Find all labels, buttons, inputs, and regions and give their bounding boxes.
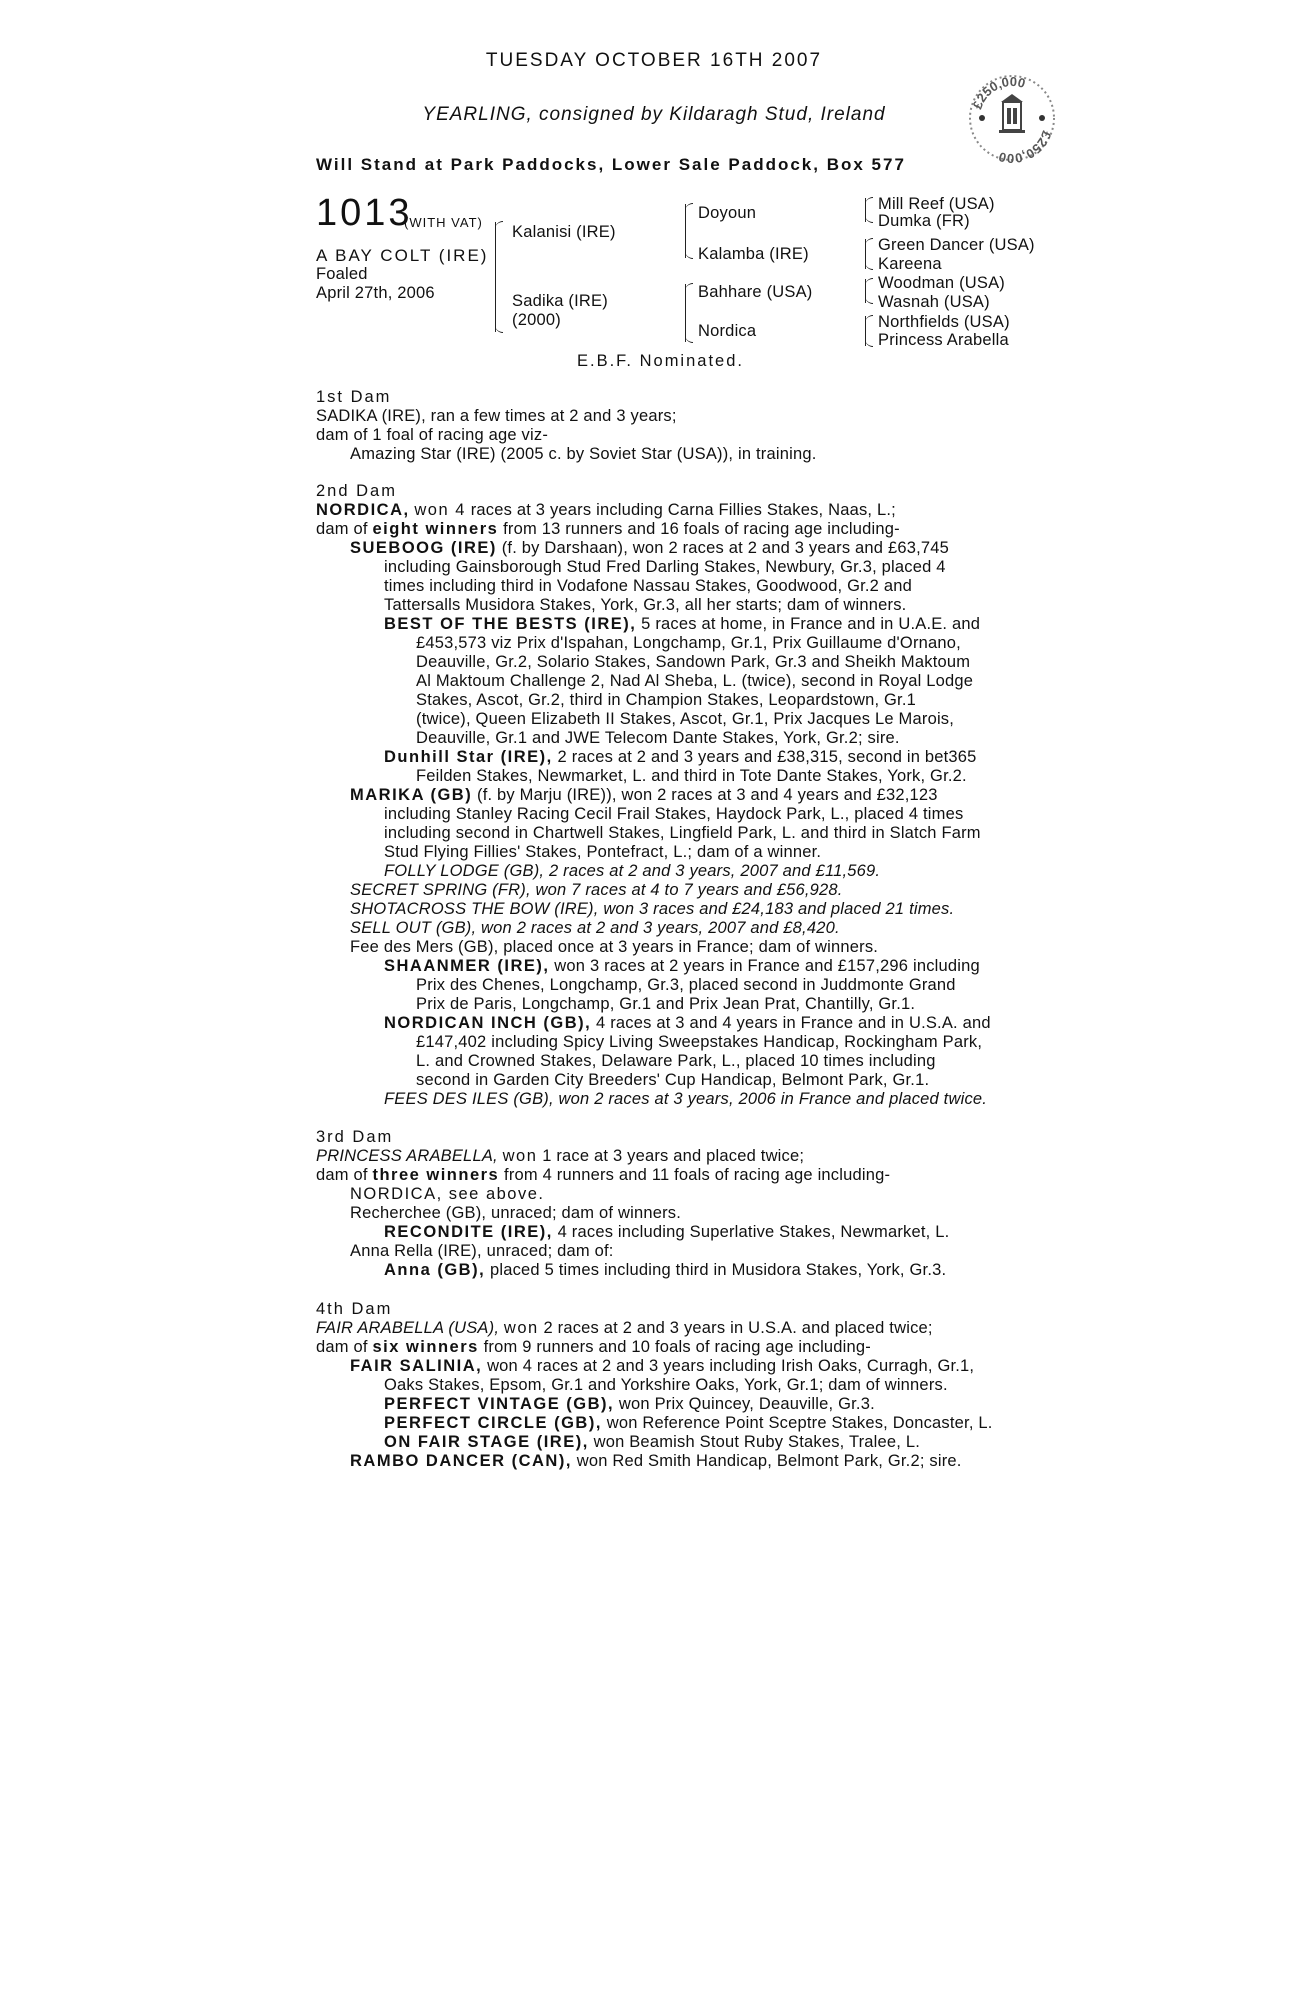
pedigree-brace-kalamba — [865, 239, 875, 269]
horse-name: ON FAIR STAGE (IRE), — [384, 1433, 589, 1451]
horse-name: PERFECT VINTAGE (GB), — [384, 1395, 615, 1413]
horse-name: Dunhill Star (IRE), — [384, 748, 553, 766]
horse-name: SHAANMER (IRE), — [384, 957, 550, 975]
foaled-date: April 27th, 2006 — [316, 284, 435, 302]
vat-note: (WITH VAT) — [404, 215, 483, 230]
pedigree-gen3-4: Kareena — [878, 255, 942, 273]
pedigree-gen3-7: Northfields (USA) — [878, 313, 1010, 331]
best-of-bests-line-4: Al Maktoum Challenge 2, Nad Al Sheba, L. (twice), second in Royal Lodge — [416, 672, 974, 690]
pedigree-gen2-4: Nordica — [698, 322, 757, 340]
horse-detail: 2 races at 2 and 3 years and £38,315, second in bet365 — [557, 748, 977, 766]
first-dam-line-1: SADIKA (IRE), ran a few times at 2 and 3 years; — [316, 407, 677, 425]
pedigree-gen3-5: Woodman (USA) — [878, 274, 1006, 292]
pedigree-brace-bahhare — [865, 279, 875, 303]
pedigree-gen3-3: Green Dancer (USA) — [878, 236, 1035, 254]
fees-des-iles-line: FEES DES ILES (GB), won 2 races at 3 years, 2006 in France and placed twice. — [384, 1090, 988, 1108]
horse-name: NORDICAN INCH (GB), — [384, 1014, 592, 1032]
folly-lodge-line: FOLLY LODGE (GB), 2 races at 2 and 3 years, 2007 and £11,569. — [384, 862, 881, 880]
pedigree-brace-dam — [685, 284, 695, 342]
third-dam-line-2 — [316, 1166, 890, 1185]
shotacross-line: SHOTACROSS THE BOW (IRE), won 3 races and £24,183 and placed 21 times. — [350, 900, 955, 918]
svg-text:£250,000 — [970, 74, 1027, 111]
sueboog-line-1 — [350, 539, 949, 558]
best-of-bests-line-7: Deauville, Gr.1 and JWE Telecom Dante Stakes, York, Gr.2; sire. — [416, 729, 900, 747]
dam-of: dam of — [316, 1166, 368, 1184]
horse-name: SUEBOOG (IRE) — [350, 539, 497, 557]
horse-name: FAIR SALINIA, — [350, 1357, 483, 1375]
lot-number: 1013 — [316, 192, 413, 234]
winners-count: six winners — [372, 1338, 479, 1356]
sueboog-line-2: including Gainsborough Stud Fred Darling Stakes, Newbury, Gr.3, placed 4 — [384, 558, 946, 576]
horse-detail: won 4 races at 2 and 3 years including Irish Oaks, Curragh, Gr.1, — [487, 1357, 975, 1375]
stand-location: Will Stand at Park Paddocks, Lower Sale Paddock, Box 577 — [316, 155, 906, 174]
dam-of: dam of — [316, 1338, 368, 1356]
fair-salinia-line-1 — [350, 1357, 974, 1376]
fee-des-mers-line: Fee des Mers (GB), placed once at 3 years in France; dam of winners. — [350, 938, 879, 956]
dam-name: PRINCESS ARABELLA, — [316, 1147, 498, 1165]
fourth-dam-heading: 4th Dam — [316, 1300, 393, 1318]
nordican-inch-line-4: second in Garden City Breeders' Cup Handicap, Belmont Park, Gr.1. — [416, 1071, 930, 1089]
horse-detail: won 3 races at 2 years in France and £157,296 including — [554, 957, 980, 975]
recondite-line — [384, 1223, 949, 1242]
horse-name: Anna (GB), — [384, 1261, 486, 1279]
marika-line-4: Stud Flying Fillies' Stakes, Pontefract, L.; dam of a winner. — [384, 843, 822, 861]
winners-detail: from 9 runners and 10 foals of racing age including- — [483, 1338, 871, 1356]
horse-detail: won Prix Quincey, Deauville, Gr.3. — [618, 1395, 875, 1413]
pedigree-gen3-6: Wasnah (USA) — [878, 293, 990, 311]
fair-salinia-line-2: Oaks Stakes, Epsom, Gr.1 and Yorkshire Oaks, York, Gr.1; dam of winners. — [384, 1376, 948, 1394]
wins-detail: races at 3 years including Carna Fillies Stakes, Naas, L.; — [470, 501, 896, 519]
wins-detail: 2 races at 2 and 3 years in U.S.A. and placed twice; — [543, 1319, 933, 1337]
lot-description: A BAY COLT (IRE) — [316, 246, 489, 265]
fourth-dam-line-2 — [316, 1338, 871, 1357]
svg-text:£250,000 — [997, 129, 1054, 164]
dunhill-star-line-2: Feilden Stakes, Newmarket, L. and third in Tote Dante Stakes, York, Gr.2. — [416, 767, 967, 785]
dam-name: NORDICA, — [316, 501, 410, 519]
anna-line — [384, 1261, 946, 1280]
pedigree-brace-lot — [495, 222, 505, 332]
pedigree-sire: Kalanisi (IRE) — [512, 223, 616, 241]
horse-name: MARIKA (GB) — [350, 786, 473, 804]
pedigree-dam-year: (2000) — [512, 311, 561, 329]
pedigree-gen2-2: Kalamba (IRE) — [698, 245, 809, 263]
pedigree-gen2-3: Bahhare (USA) — [698, 283, 813, 301]
nordican-inch-line-1 — [384, 1014, 991, 1033]
first-dam-line-2: dam of 1 foal of racing age viz- — [316, 426, 549, 444]
horse-detail: 5 races at home, in France and in U.A.E. and — [641, 615, 981, 633]
shaanmer-line-2: Prix des Chenes, Longchamp, Gr.3, placed second in Juddmonte Grand — [416, 976, 956, 994]
sueboog-line-3: times including third in Vodafone Nassau Stakes, Goodwood, Gr.2 and — [384, 577, 912, 595]
secret-spring-line: SECRET SPRING (FR), won 7 races at 4 to 7 years and £56,928. — [350, 881, 843, 899]
pedigree-gen3-2: Dumka (FR) — [878, 212, 970, 230]
winners-count: eight winners — [372, 520, 499, 538]
wins-text: won 4 — [414, 501, 466, 519]
third-dam-line-4: Recherchee (GB), unraced; dam of winners. — [350, 1204, 682, 1222]
third-dam-line-3: NORDICA, see above. — [350, 1185, 545, 1203]
horse-detail: won Red Smith Handicap, Belmont Park, Gr.2; sire. — [576, 1452, 962, 1470]
rambo-dancer-line — [350, 1452, 962, 1471]
pedigree-brace-nordica — [865, 316, 875, 346]
first-dam-heading: 1st Dam — [316, 388, 392, 406]
seal-text-bottom: £250,000 — [997, 128, 1055, 164]
fourth-dam-line-1 — [316, 1319, 933, 1338]
best-of-bests-line-1 — [384, 615, 980, 634]
ebf-nomination: E.B.F. Nominated. — [577, 352, 744, 370]
pedigree-dam: Sadika (IRE) — [512, 292, 608, 310]
horse-name: BEST OF THE BESTS (IRE), — [384, 615, 637, 633]
wins-text: won — [502, 1147, 538, 1165]
third-dam-line-1 — [316, 1147, 804, 1166]
second-dam-line-2 — [316, 520, 900, 539]
winners-detail: from 13 runners and 16 foals of racing age including- — [503, 520, 900, 538]
sueboog-line-4: Tattersalls Musidora Stakes, York, Gr.3, all her starts; dam of winners. — [384, 596, 907, 614]
seal-text-top: £250,000 — [969, 73, 1027, 112]
consignment-line: YEARLING, consigned by Kildaragh Stud, Ireland — [422, 104, 886, 125]
horse-detail: placed 5 times including third in Musidora Stakes, York, Gr.3. — [489, 1261, 947, 1279]
on-fair-stage-line — [384, 1433, 920, 1452]
winners-count: three winners — [372, 1166, 500, 1184]
best-of-bests-line-5: Stakes, Ascot, Gr.2, third in Champion Stakes, Leopardstown, Gr.1 — [416, 691, 916, 709]
horse-name: PERFECT CIRCLE (GB), — [384, 1414, 602, 1432]
best-of-bests-line-2: £453,573 viz Prix d'Ispahan, Longchamp, Gr.1, Prix Guillaume d'Ornano, — [416, 634, 961, 652]
third-dam-heading: 3rd Dam — [316, 1128, 394, 1146]
horse-name: RECONDITE (IRE), — [384, 1223, 553, 1241]
wins-detail: 1 race at 3 years and placed twice; — [542, 1147, 805, 1165]
best-of-bests-line-3: Deauville, Gr.2, Solario Stakes, Sandown Park, Gr.3 and Sheikh Maktoum — [416, 653, 971, 671]
nordican-inch-line-3: L. and Crowned Stakes, Delaware Park, L., placed 10 times including — [416, 1052, 936, 1070]
nordican-inch-line-2: £147,402 including Spicy Living Sweepstakes Handicap, Rockingham Park, — [416, 1033, 983, 1051]
horse-detail: 4 races at 3 and 4 years in France and in U.S.A. and — [596, 1014, 991, 1032]
sell-out-line: SELL OUT (GB), won 2 races at 2 and 3 years, 2007 and £8,420. — [350, 919, 840, 937]
horse-detail: won Beamish Stout Ruby Stakes, Tralee, L. — [593, 1433, 921, 1451]
horse-detail: (f. by Darshaan), won 2 races at 2 and 3 years and £63,745 — [501, 539, 950, 557]
dam-of: dam of — [316, 520, 368, 538]
pedigree-brace-doyoun — [865, 198, 875, 222]
marika-line-2: including Stanley Racing Cecil Frail Stakes, Haydock Park, L., placed 4 times — [384, 805, 964, 823]
marika-line-1 — [350, 786, 938, 805]
shaanmer-line-1 — [384, 957, 980, 976]
anna-rella-line: Anna Rella (IRE), unraced; dam of: — [350, 1242, 614, 1260]
shaanmer-line-3: Prix de Paris, Longchamp, Gr.1 and Prix Jean Prat, Chantilly, Gr.1. — [416, 995, 916, 1013]
pedigree-gen3-8: Princess Arabella — [878, 331, 1009, 349]
perfect-vintage-line — [384, 1395, 875, 1414]
winners-detail: from 4 runners and 11 foals of racing age including- — [504, 1166, 891, 1184]
pedigree-gen2-1: Doyoun — [698, 204, 757, 222]
horse-detail: 4 races including Superlative Stakes, Newmarket, L. — [557, 1223, 950, 1241]
first-dam-line-3: Amazing Star (IRE) (2005 c. by Soviet Star (USA)), in training. — [350, 445, 817, 463]
dam-name: FAIR ARABELLA (USA), — [316, 1319, 500, 1337]
best-of-bests-line-6: (twice), Queen Elizabeth II Stakes, Ascot, Gr.1, Prix Jacques Le Marois, — [416, 710, 955, 728]
horse-detail: (f. by Marju (IRE)), won 2 races at 3 and 4 years and £32,123 — [477, 786, 938, 804]
perfect-circle-line — [384, 1414, 993, 1433]
pedigree-brace-sire — [685, 204, 695, 258]
dunhill-star-line-1 — [384, 748, 977, 767]
value-seal-logo — [966, 72, 1058, 164]
pedigree-gen3-1: Mill Reef (USA) — [878, 195, 995, 213]
sale-date: TUESDAY OCTOBER 16TH 2007 — [485, 50, 823, 71]
second-dam-heading: 2nd Dam — [316, 482, 397, 500]
horse-detail: won Reference Point Sceptre Stakes, Doncaster, L. — [606, 1414, 993, 1432]
foaled-label: Foaled — [316, 265, 368, 283]
wins-text: won — [503, 1319, 539, 1337]
second-dam-line-1 — [316, 501, 896, 520]
marika-line-3: including second in Chartwell Stakes, Lingfield Park, L. and third in Slatch Farm — [384, 824, 981, 842]
horse-name: RAMBO DANCER (CAN), — [350, 1452, 572, 1470]
